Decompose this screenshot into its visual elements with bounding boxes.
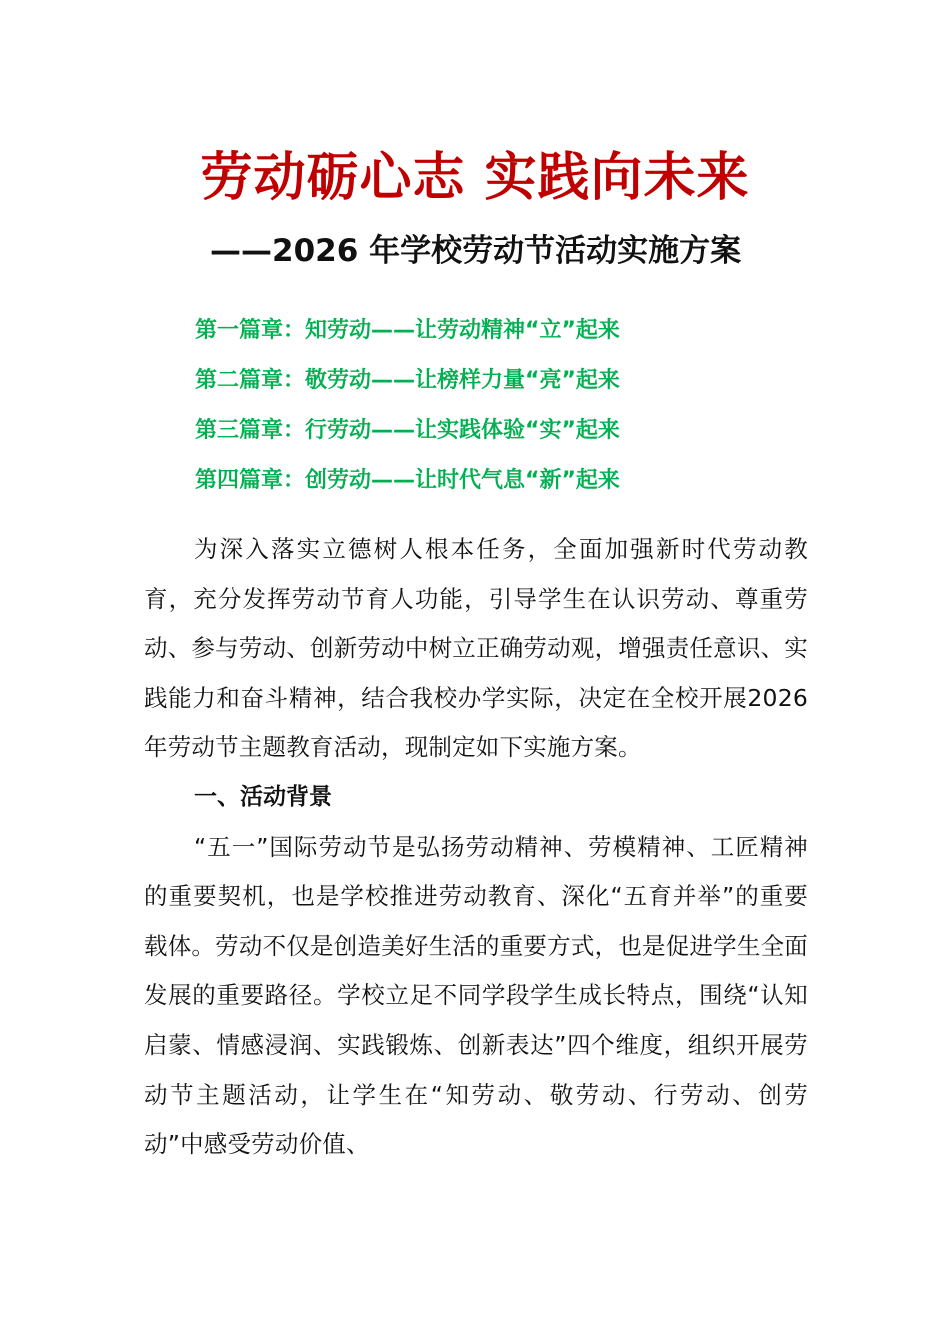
document-title: 劳动砺心志 实践向未来	[200, 148, 750, 208]
document-subtitle: ——2026 年学校劳动节活动实施方案	[210, 233, 742, 269]
intro-paragraph: 为深入落实立德树人根本任务，全面加强新时代劳动教育，充分发挥劳动节育人功能，引导学生在认识劳动、尊重劳动、参与劳动、创新劳动中树立正确劳动观，增强责任意识、实践能力和奋斗精神，结合我校办学实际，决定在全校开展2026 年劳动节主题教育活动，现制定如下实施方案。	[144, 535, 808, 762]
section-heading-background: 一、活动背景	[194, 783, 332, 810]
chapter-item-4: 第四篇章：创劳动——让时代气息“新”起来	[195, 468, 620, 493]
background-paragraph: “五一”国际劳动节是弘扬劳动精神、劳模精神、工匠精神的重要契机，也是学校推进劳动教育、深化“五育并举”的重要载体。劳动不仅是创造美好生活的重要方式，也是促进学生全面发展的重要路径。学校立足不同学段学生成长特点，围绕“认知启蒙、情感浸润、实践锻炼、创新表达”四个维度，组织开展劳动节主题活动，让学生在“知劳动、敬劳动、行劳动、创劳动”中感受劳动价值、	[144, 832, 808, 1159]
chapter-item-1: 第一篇章：知劳动——让劳动精神“立”起来	[195, 318, 620, 343]
chapter-item-2: 第二篇章：敬劳动——让榜样力量“亮”起来	[195, 368, 620, 393]
chapter-list	[195, 306, 620, 506]
document-body	[144, 525, 808, 1170]
chapter-item-3: 第三篇章：行劳动——让实践体验“实”起来	[195, 418, 620, 443]
